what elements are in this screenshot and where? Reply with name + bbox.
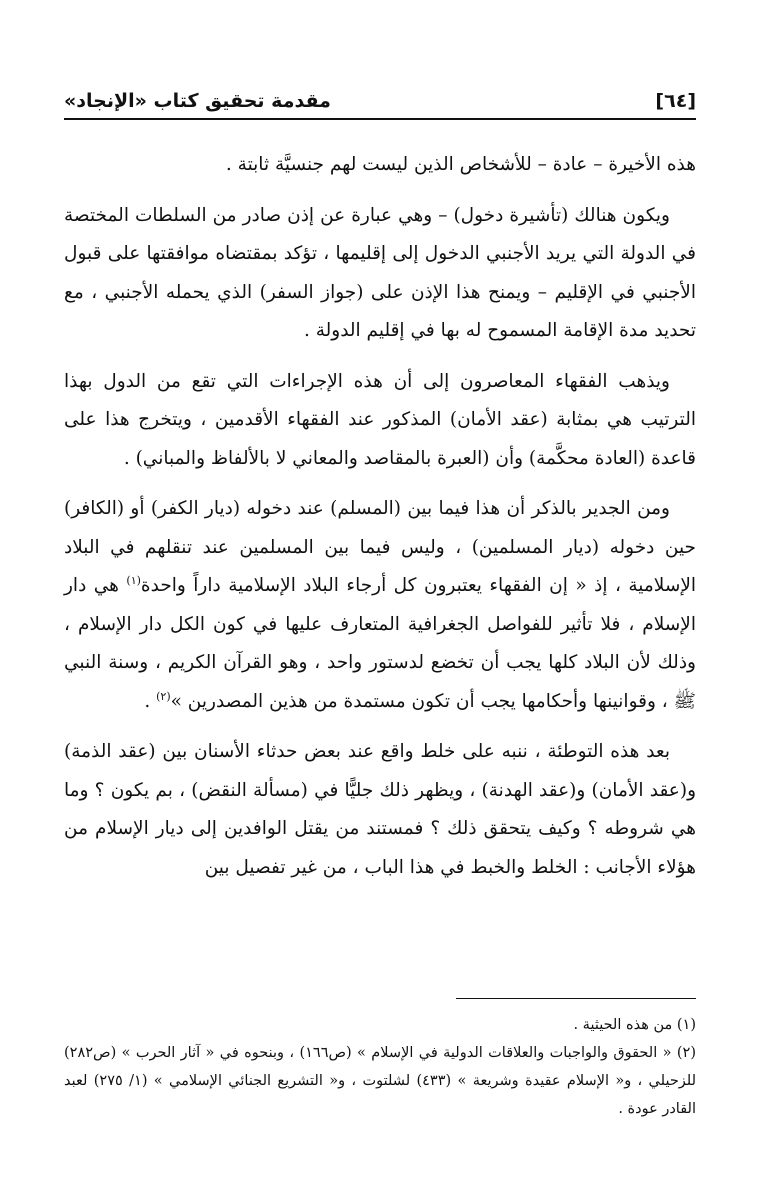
header-title: مقدمة تحقيق كتاب «الإنجاد» xyxy=(64,90,331,112)
paragraph-3: ويذهب الفقهاء المعاصرون إلى أن هذه الإجراءات التي تقع من الدول بهذا الترتيب هي بمثابة (عقد الأمان) المذكور عند الفقهاء الأقدمين ، ويتخرج هذا على قاعدة (العادة محكَّمة) وأن (العبرة بالمقاصد والمعاني لا بالألفاظ والمباني) . xyxy=(64,370,696,469)
running-header xyxy=(64,78,696,120)
book-page xyxy=(64,78,697,1117)
footnote-ref-2: (٢) xyxy=(156,689,171,703)
paragraph-2: ويكون هنالك (تأشيرة دخول) – وهي عبارة عن إذن صادر من السلطات المختصة في الدولة التي يريد الأجنبي الدخول إلى إقليمها ، تؤكد بمقتضاه موافقتها على قبول الأجنبي في الإقليم – ويمنح هذا الإذن على (جواز السفر) الذي يحمله الأجنبي ، مع تحديد مدة الإقامة المسموح له بها في إقليم الدولة . xyxy=(64,204,696,341)
page-number: [٦٤] xyxy=(655,90,696,112)
paragraph-5: بعد هذه التوطئة ، ننبه على خلط واقع عند بعض حدثاء الأسنان بين (عقد الذمة) و(عقد الأمان) و(عقد الهدنة) ، ويظهر ذلك جليًّا في (مسألة النقض) ، بم يكون ؟ وما هي شروطه ؟ وكيف يتحقق ذلك ؟ فمستند من يقتل الوافدين إلى ديار الإسلام من هؤلاء الأجانب : الخلط والخبط في هذا الباب ، من غير تفصيل بين xyxy=(64,741,696,878)
paragraph-4-part-3: . xyxy=(144,690,157,712)
footnote-2: (٢) « الحقوق والواجبات والعلاقات الدولية في الإسلام » (ص١٦٦) ، وبنحوه في « آثار الحرب » (ص٢٨٢) للزحيلي ، و« الإسلام عقيدة وشريعة » (٤٣٣) لشلتوت ، و« التشريع الجنائي الإسلامي » (١/ ٢٧٥) لعبد القادر عودة . xyxy=(64,1045,697,1117)
paragraph-4-part-2: هي دار الإسلام ، فلا تأثير للفواصل الجغرافية المتعارف عليها في كون الكل دار الإسلام ، وذلك لأن البلاد كلها يجب أن تخضع لدستور واحد ، وهو القرآن الكريم ، وسنة النبي ﷺ ، وقوانينها وأحكامها يجب أن تكون مستمدة من هذين المصدرين » xyxy=(64,575,696,712)
footnote-separator xyxy=(456,998,696,999)
footnote-1: (١) من هذه الحيثية . xyxy=(573,1017,696,1033)
paragraph-1: هذه الأخيرة – عادة – للأشخاص الذين ليست لهم جنسيَّة ثابتة . xyxy=(225,154,696,175)
body-text xyxy=(64,146,696,887)
paragraph-4-part-1: ومن الجدير بالذكر أن هذا فيما بين (المسلم) عند دخوله (ديار الكفر) أو (الكافر) حين دخوله (ديار المسلمين) ، وليس فيما بين المسلمين عند تنقلهم في البلاد الإسلامية ، إذ « إن الفقهاء يعتبرون كل أرجاء البلاد الإسلامية داراً واحدة xyxy=(64,498,697,596)
footnote-ref-1: (١) xyxy=(126,573,141,587)
paragraph-4 xyxy=(64,490,696,721)
footnotes xyxy=(64,998,696,1123)
